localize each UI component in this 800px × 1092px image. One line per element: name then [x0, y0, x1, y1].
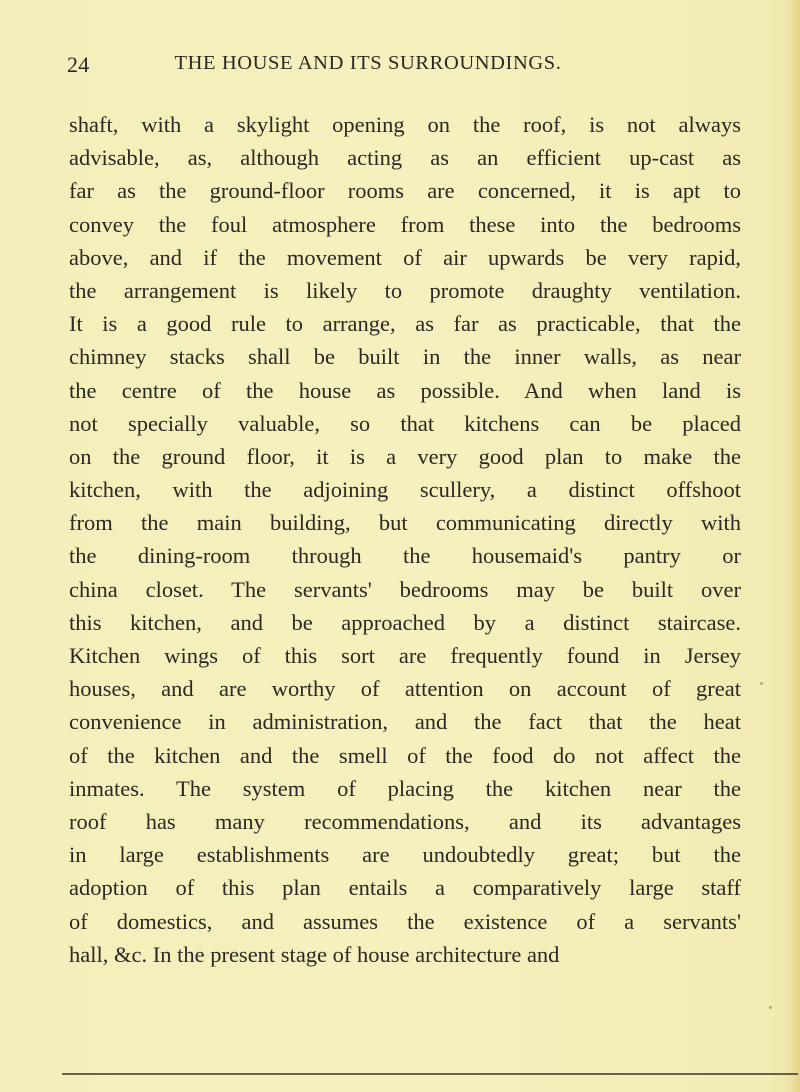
text-line: inmates. The system of placing the kitchen near the [69, 775, 741, 801]
paper-speck [769, 1006, 772, 1009]
running-head [67, 52, 629, 82]
text-line: far as the ground-floor rooms are concerned, it is apt to [69, 178, 741, 204]
text-line: houses, and are worthy of attention on account of great [69, 676, 741, 702]
body-text [69, 108, 741, 971]
text-line: hall, &c. In the present stage of house architecture and [69, 941, 560, 967]
text-line: roof has many recommendations, and its advantages [69, 808, 741, 834]
text-line: It is a good rule to arrange, as far as practicable, that the [69, 311, 741, 337]
text-line: Kitchen wings of this sort are frequently found in Jersey [69, 643, 741, 668]
text-line: of domestics, and assumes the existence of a servants' [69, 908, 741, 934]
text-line: from the main building, but communicating directly with [69, 510, 741, 536]
text-line: the dining-room through the housemaid's pantry or [69, 543, 741, 569]
text-line: kitchen, with the adjoining scullery, a distinct offshoot [69, 477, 741, 503]
text-line: convey the foul atmosphere from these into the bedrooms [69, 211, 741, 237]
paper-speck [760, 682, 763, 685]
text-line: in large establishments are undoubtedly great; but the [69, 842, 741, 868]
text-line: shaft, with a skylight opening on the roof, is not always [69, 112, 741, 137]
text-line: of the kitchen and the smell of the food do not affect the [69, 742, 741, 768]
page-number: 24 [67, 52, 90, 77]
text-line: the centre of the house as possible. And when land is [69, 377, 741, 403]
text-line: advisable, as, although acting as an efficient up-cast as [69, 145, 741, 171]
text-line: china closet. The servants' bedrooms may be built over [69, 576, 741, 602]
page-edge-shadow [788, 0, 800, 1092]
running-head-title: THE HOUSE AND ITS SURROUNDINGS. [174, 52, 562, 74]
text-line: not specially valuable, so that kitchens can be placed [69, 410, 741, 436]
text-line: convenience in administration, and the fact that the heat [69, 709, 741, 735]
text-line: on the ground floor, it is a very good plan to make the [69, 443, 741, 469]
text-line: above, and if the movement of air upwards be very rapid, [69, 244, 741, 270]
text-line: chimney stacks shall be built in the inner walls, as near [69, 344, 741, 370]
text-line: the arrangement is likely to promote draughty ventilation. [69, 277, 741, 303]
text-line: this kitchen, and be approached by a distinct staircase. [69, 609, 741, 635]
bottom-rule [62, 1073, 798, 1075]
text-line: adoption of this plan entails a comparatively large staff [69, 875, 741, 901]
